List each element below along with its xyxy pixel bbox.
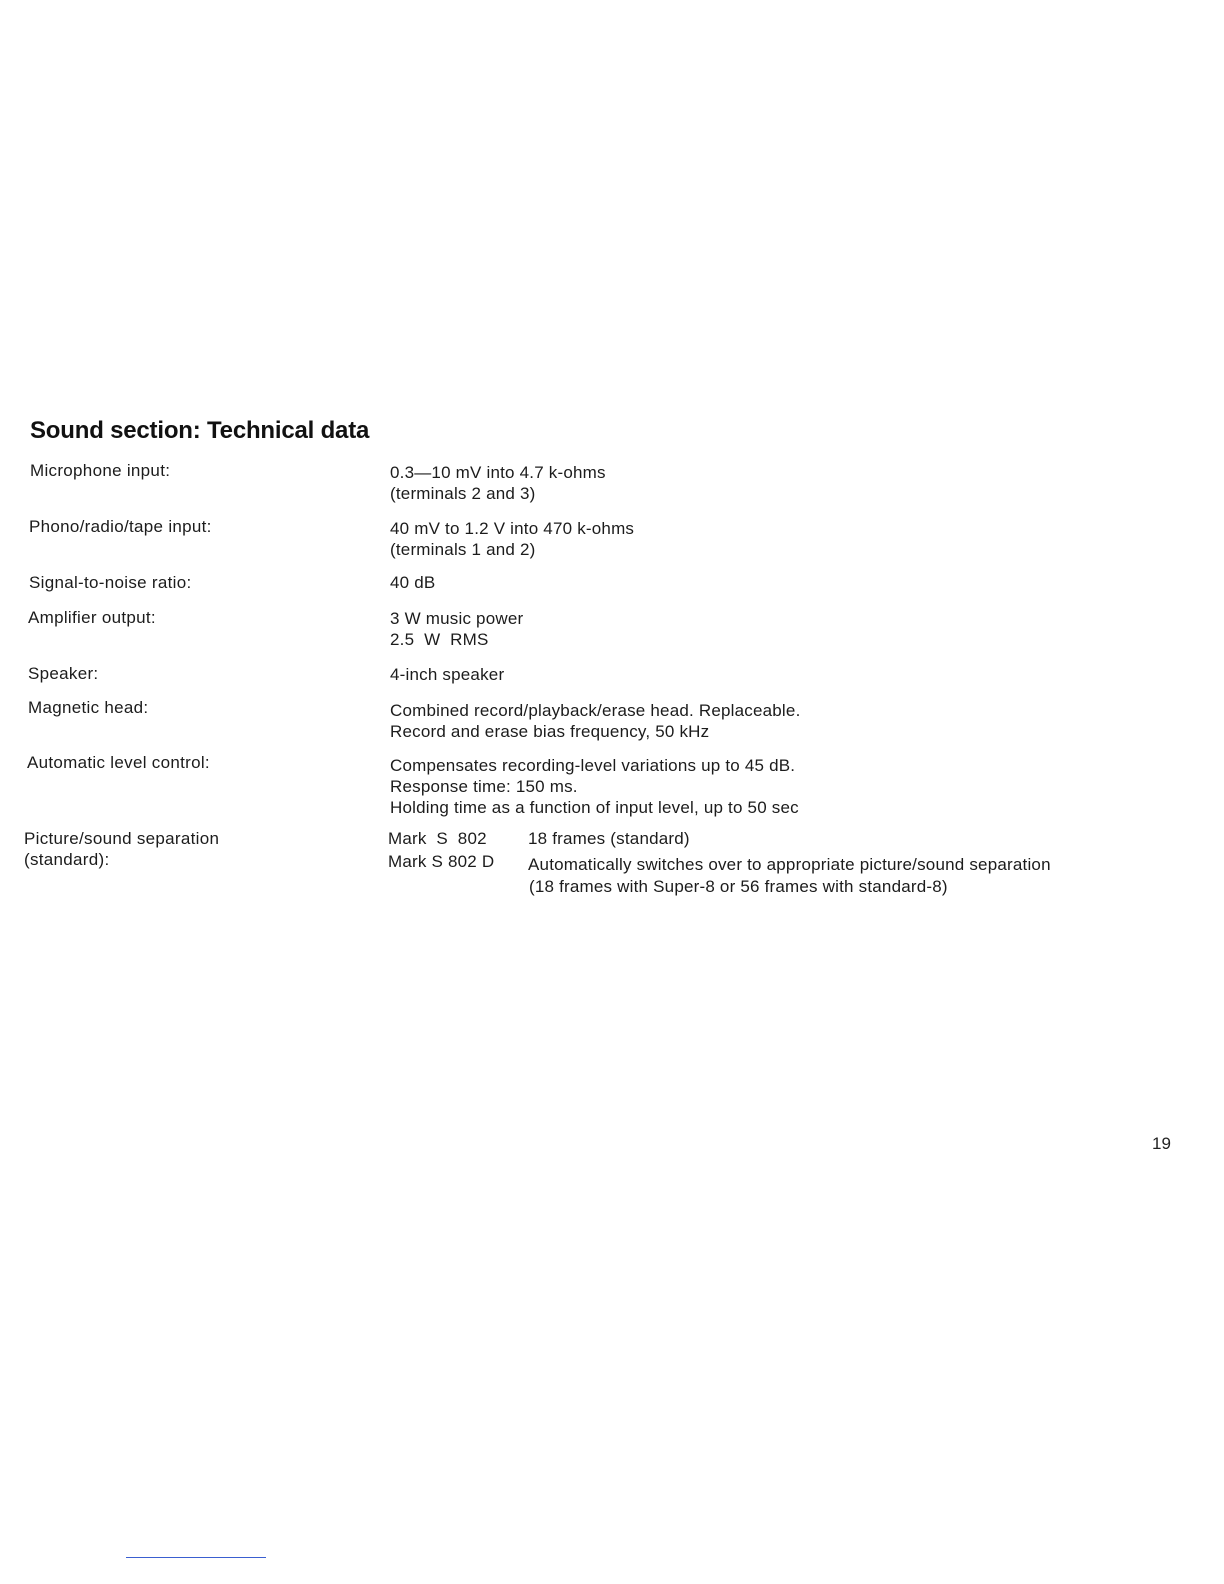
spec-value-line: (terminals 1 and 2)	[390, 540, 536, 559]
spec-value-phono	[390, 518, 634, 560]
spec-value-amplifier	[390, 608, 523, 650]
spec-label-line: Picture/sound separation	[24, 829, 220, 848]
spec-value-alc	[390, 755, 799, 818]
spec-value-line: 3 W music power	[390, 609, 524, 628]
spec-label-line: (standard):	[24, 850, 110, 869]
spec-label-speaker: Speaker:	[28, 664, 99, 683]
spec-value-line: Automatically switches over to appropriate picture/sound separation	[528, 855, 1051, 874]
spec-value-speaker	[390, 664, 504, 685]
spec-value-line: (terminals 2 and 3)	[390, 484, 536, 503]
spec-value-line: 2.5 W RMS	[390, 630, 489, 649]
page-number: 19	[1152, 1134, 1171, 1153]
spec-value-line: 40 mV to 1.2 V into 470 k-ohms	[390, 519, 635, 538]
model-desc-s802d	[528, 854, 1051, 898]
spec-value-line: Record and erase bias frequency, 50 kHz	[390, 722, 710, 741]
spec-value-line: Compensates recording-level variations up to 45 dB.	[390, 756, 796, 775]
spec-label-amplifier: Amplifier output:	[28, 608, 156, 627]
spec-label-snr: Signal-to-noise ratio:	[29, 573, 192, 592]
spec-label-alc: Automatic level control:	[27, 753, 210, 772]
spec-value-line: Combined record/playback/erase head. Replaceable.	[390, 701, 801, 720]
spec-value-line: Response time: 150 ms.	[390, 777, 578, 796]
spec-label-phono: Phono/radio/tape input:	[29, 517, 212, 536]
spec-value-line: (18 frames with Super-8 or 56 frames with standard-8)	[529, 877, 948, 896]
bottom-rule	[126, 1557, 266, 1558]
spec-value-line: 40 dB	[390, 573, 436, 592]
spec-label-magnetic-head: Magnetic head:	[28, 698, 149, 717]
spec-value-line: 0.3—10 mV into 4.7 k-ohms	[390, 463, 606, 482]
spec-value-microphone	[390, 462, 606, 504]
spec-value-magnetic-head	[390, 700, 801, 742]
page-title: Sound section: Technical data	[30, 417, 370, 444]
spec-label-microphone: Microphone input:	[30, 461, 171, 480]
model-name-s802: Mark S 802	[388, 829, 487, 848]
spec-value-line: Holding time as a function of input level, up to 50 sec	[390, 798, 799, 817]
model-name-s802d: Mark S 802 D	[388, 852, 495, 871]
spec-value-snr	[390, 572, 435, 593]
spec-value-line: 4-inch speaker	[390, 665, 505, 684]
model-desc-s802: 18 frames (standard)	[528, 829, 690, 848]
spec-label-separation	[24, 828, 219, 870]
